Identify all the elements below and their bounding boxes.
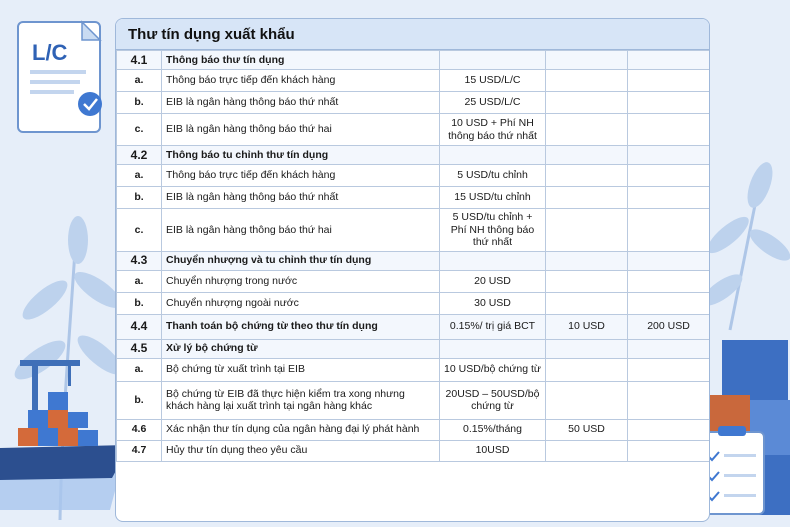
row-min-fee <box>546 358 628 381</box>
row-min-fee <box>546 381 628 419</box>
row-fee <box>440 146 546 165</box>
row-min-fee: 10 USD <box>546 314 628 339</box>
row-min-fee <box>546 70 628 92</box>
row-number: b. <box>117 292 162 314</box>
row-label: Thanh toán bộ chứng từ theo thư tín dụng <box>162 314 440 339</box>
row-max-fee <box>628 358 710 381</box>
table-section-row <box>117 419 710 440</box>
row-max-fee <box>628 339 710 358</box>
row-fee: 15 USD/L/C <box>440 70 546 92</box>
row-label: Xử lý bộ chứng từ <box>162 339 440 358</box>
row-min-fee <box>546 51 628 70</box>
row-max-fee <box>628 146 710 165</box>
row-min-fee <box>546 270 628 292</box>
row-fee: 30 USD <box>440 292 546 314</box>
row-max-fee <box>628 381 710 419</box>
lc-document-icon <box>18 22 102 132</box>
row-max-fee: 200 USD <box>628 314 710 339</box>
row-fee: 0.15%/ trị giá BCT <box>440 314 546 339</box>
row-min-fee <box>546 209 628 252</box>
row-number: 4.6 <box>117 419 162 440</box>
row-number: a. <box>117 358 162 381</box>
row-fee: 10USD <box>440 440 546 461</box>
table-row <box>117 187 710 209</box>
row-min-fee <box>546 187 628 209</box>
row-number: 4.2 <box>117 146 162 165</box>
row-min-fee <box>546 292 628 314</box>
cargo-ship-icon <box>0 392 130 510</box>
row-max-fee <box>628 165 710 187</box>
row-label: Hủy thư tín dụng theo yêu cầu <box>162 440 440 461</box>
table-row <box>117 209 710 252</box>
table-section-row <box>117 339 710 358</box>
row-min-fee <box>546 114 628 146</box>
row-number: b. <box>117 187 162 209</box>
row-fee: 25 USD/L/C <box>440 92 546 114</box>
row-fee: 15 USD/tu chỉnh <box>440 187 546 209</box>
row-max-fee <box>628 187 710 209</box>
row-max-fee <box>628 270 710 292</box>
row-max-fee <box>628 209 710 252</box>
row-number: 4.4 <box>117 314 162 339</box>
panel-title: Thư tín dụng xuất khẩu <box>116 19 709 50</box>
row-label: Bộ chứng từ EIB đã thực hiện kiểm tra xong nhưng khách hàng lại xuất trình tại ngân hàng khác <box>162 381 440 419</box>
row-number: 4.7 <box>117 440 162 461</box>
row-fee: 20USD – 50USD/bộ chứng từ <box>440 381 546 419</box>
table-row <box>117 114 710 146</box>
table-section-row <box>117 251 710 270</box>
fee-table <box>116 50 710 462</box>
row-min-fee <box>546 165 628 187</box>
row-max-fee <box>628 114 710 146</box>
row-fee: 5 USD/tu chỉnh + Phí NH thông báo thứ nhất <box>440 209 546 252</box>
row-number: b. <box>117 381 162 419</box>
row-label: EIB là ngân hàng thông báo thứ hai <box>162 114 440 146</box>
table-row <box>117 270 710 292</box>
row-min-fee: 50 USD <box>546 419 628 440</box>
lc-text: L/C <box>32 40 68 65</box>
fee-table-panel <box>115 18 710 522</box>
row-min-fee <box>546 92 628 114</box>
row-label: EIB là ngân hàng thông báo thứ hai <box>162 209 440 252</box>
table-row <box>117 292 710 314</box>
row-label: Thông báo trực tiếp đến khách hàng <box>162 165 440 187</box>
row-fee: 10 USD + Phí NH thông báo thứ nhất <box>440 114 546 146</box>
row-label: EIB là ngân hàng thông báo thứ nhất <box>162 92 440 114</box>
row-number: 4.3 <box>117 251 162 270</box>
row-fee <box>440 251 546 270</box>
table-section-row <box>117 51 710 70</box>
row-min-fee <box>546 251 628 270</box>
row-number: b. <box>117 92 162 114</box>
row-label: Thông báo tu chỉnh thư tín dụng <box>162 146 440 165</box>
row-number: a. <box>117 165 162 187</box>
row-max-fee <box>628 70 710 92</box>
row-fee <box>440 51 546 70</box>
row-number: c. <box>117 114 162 146</box>
row-max-fee <box>628 419 710 440</box>
table-row <box>117 92 710 114</box>
row-label: Xác nhận thư tín dụng của ngân hàng đại lý phát hành <box>162 419 440 440</box>
row-number: a. <box>117 70 162 92</box>
table-row <box>117 165 710 187</box>
row-fee: 0.15%/tháng <box>440 419 546 440</box>
row-number: 4.1 <box>117 51 162 70</box>
row-min-fee <box>546 146 628 165</box>
row-number: a. <box>117 270 162 292</box>
row-max-fee <box>628 51 710 70</box>
row-min-fee <box>546 440 628 461</box>
leaf-right-decoration <box>697 159 790 330</box>
row-max-fee <box>628 292 710 314</box>
row-max-fee <box>628 440 710 461</box>
table-section-row <box>117 146 710 165</box>
row-label: Bộ chứng từ xuất trình tại EIB <box>162 358 440 381</box>
row-max-fee <box>628 92 710 114</box>
row-label: Thông báo thư tín dụng <box>162 51 440 70</box>
row-number: 4.5 <box>117 339 162 358</box>
table-section-row <box>117 314 710 339</box>
row-min-fee <box>546 339 628 358</box>
table-row <box>117 381 710 419</box>
row-label: Chuyển nhượng và tu chỉnh thư tín dụng <box>162 251 440 270</box>
row-fee: 5 USD/tu chỉnh <box>440 165 546 187</box>
row-label: Chuyển nhượng ngoài nước <box>162 292 440 314</box>
row-fee: 20 USD <box>440 270 546 292</box>
row-label: EIB là ngân hàng thông báo thứ nhất <box>162 187 440 209</box>
row-number: c. <box>117 209 162 252</box>
row-label: Thông báo trực tiếp đến khách hàng <box>162 70 440 92</box>
row-label: Chuyển nhượng trong nước <box>162 270 440 292</box>
row-fee <box>440 339 546 358</box>
table-row <box>117 70 710 92</box>
table-section-row <box>117 440 710 461</box>
row-max-fee <box>628 251 710 270</box>
row-fee: 10 USD/bộ chứng từ <box>440 358 546 381</box>
table-row <box>117 358 710 381</box>
